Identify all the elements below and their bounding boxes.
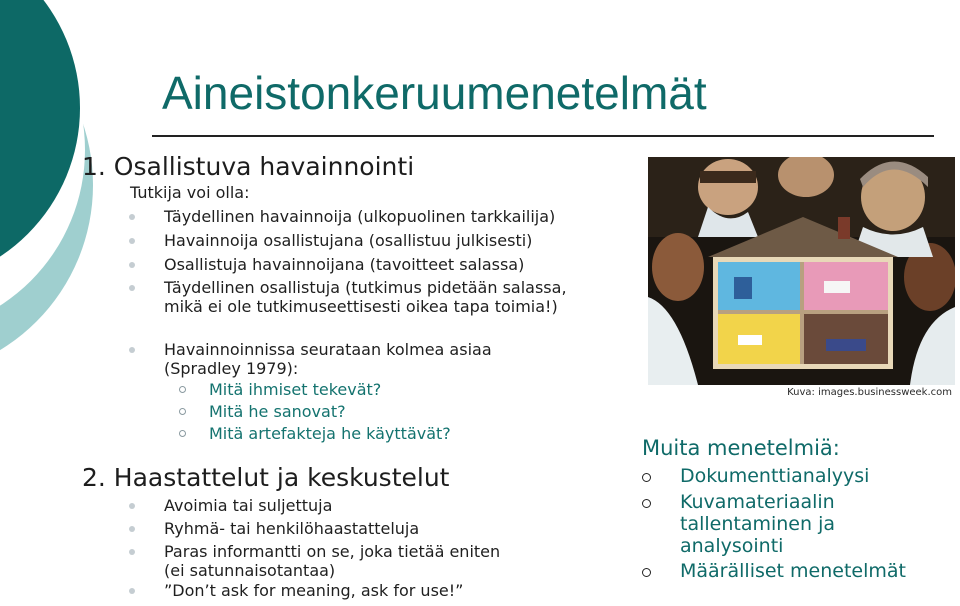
researcher-head [698, 159, 758, 215]
researcher-head [652, 233, 704, 301]
quote-item: ”Don’t ask for meaning, ask for use!” [164, 581, 464, 600]
interview-item: Avoimia tai suljettuja [164, 496, 333, 515]
interview-item-line1: Paras informantti on se, joka tietää eniten [164, 542, 501, 561]
role-item: Osallistuja havainnoijana (tavoitteet salassa) [164, 255, 525, 274]
role-item-line1: Täydellinen osallistuja (tutkimus pidetään salassa, [164, 278, 567, 297]
other-method-line3: analysointi [680, 535, 784, 557]
other-method-line2: tallentaminen ja [680, 513, 835, 535]
interview-item [164, 542, 500, 580]
observe-item [164, 340, 492, 378]
role-item: Havainnoija osallistujana (osallistuu julkisesti) [164, 231, 533, 250]
other-method-line1: Kuvamateriaalin [680, 491, 835, 513]
role-item-line2: mikä ei ole tutkimuseettisesti oikea tapa toimia!) [164, 297, 558, 316]
section1-intro: Tutkija voi olla: [130, 183, 250, 202]
observe-line1: Havainnoinnissa seurataan kolmea asiaa [164, 340, 492, 359]
other-method-item [680, 491, 835, 557]
section1-heading: 1. Osallistuva havainnointi [82, 152, 415, 181]
title-divider [152, 135, 934, 137]
slide-title: Aineistonkeruumenetelmät [162, 67, 707, 119]
question-item: Mitä he sanovat? [209, 402, 346, 421]
image-credit: Kuva: images.businessweek.com [787, 387, 952, 398]
other-method-item: Määrälliset menetelmät [680, 560, 906, 582]
observe-line2: (Spradley 1979): [164, 359, 299, 378]
interview-item-line2: (ei satunnaisotantaa) [164, 561, 336, 580]
question-item: Mitä ihmiset tekevät? [209, 380, 382, 399]
dollhouse-researchers-image [648, 157, 955, 385]
other-methods-heading: Muita menetelmiä: [642, 436, 840, 460]
other-method-item: Dokumenttianalyysi [680, 465, 870, 487]
section2-heading: 2. Haastattelut ja keskustelut [82, 463, 450, 492]
interview-item: Ryhmä- tai henkilöhaastatteluja [164, 519, 420, 538]
question-item: Mitä artefakteja he käyttävät? [209, 424, 451, 443]
role-item: Täydellinen havainnoija (ulkopuolinen tarkkailija) [164, 207, 556, 226]
role-item [164, 278, 567, 316]
